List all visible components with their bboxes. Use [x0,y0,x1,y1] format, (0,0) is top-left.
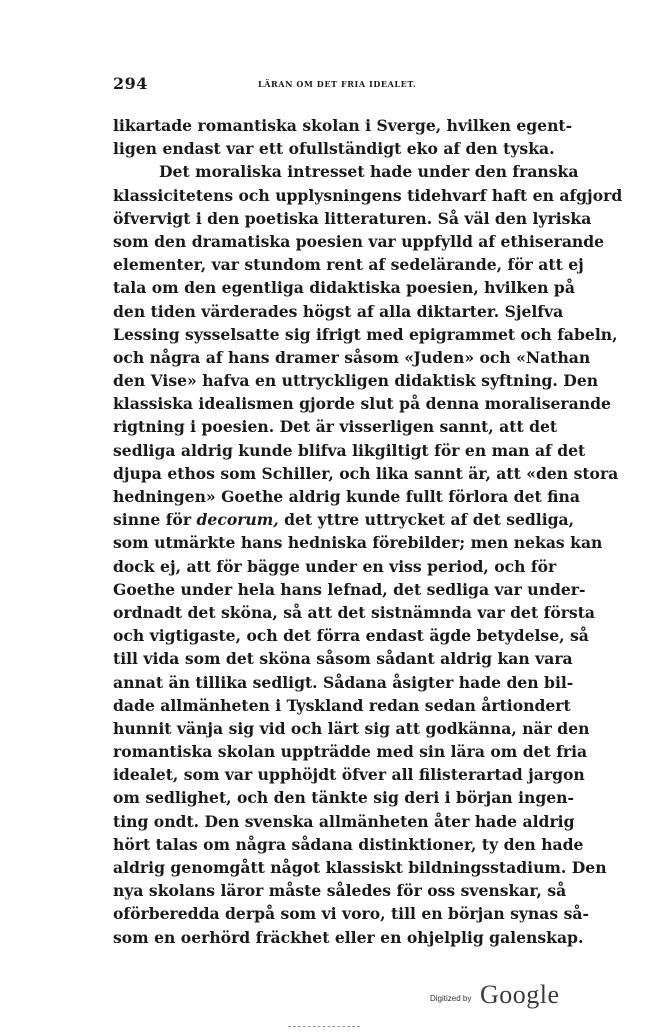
running-head: LÄRAN OM DET FRIA IDEALET. [258,79,417,89]
text-line: klassiska idealismen gjorde slut på denna moraliserande [113,394,611,414]
text-line: idealet, som var upphöjdt öfver all filisterartad jargon [113,765,585,785]
body-text [113,114,623,949]
text-line: ordnadt det sköna, så att det sistnämnda var det första [113,602,596,622]
text-line: Goethe under hela hans lefnad, det sedliga var under- [113,579,586,599]
text-line: ligen endast var ett ofullständigt eko af den tyska. [113,139,555,159]
text-line: klassicitetens och upplysningens tidehvarf haft en afgjord [113,185,623,205]
text-line: och några af hans dramer såsom «Juden» och «Nathan [113,347,591,367]
text-line: tala om den egentliga didaktiska poesien, hvilken på [113,278,575,298]
text-line: elementer, var stundom rent af sedelärande, för att ej [113,255,584,275]
text-line: öfvervigt i den poetiska litteraturen. Så väl den lyriska [113,208,592,228]
text-fragment: det yttre uttrycket af det sedliga, [284,510,575,530]
text-line-mixed [113,508,575,531]
page-header [113,74,543,96]
text-line: djupa ethos som Schiller, och lika sannt är, att «den stora [113,463,619,483]
text-line: aldrig genomgått något klassiskt bildningsstadium. Den [113,858,607,877]
footer-divider [288,1026,360,1028]
text-line: Det moraliska intresset hade under den franska [159,162,579,182]
text-line: om sedlighet, och den tänkte sig deri i början ingen- [113,788,574,808]
text-line: ting ondt. Den svenska allmänheten åter hade aldrig [113,811,575,831]
text-line: hört talas om några sådana distinktioner, ty den hade [113,834,584,854]
text-line: dock ej, att för bägge under en viss period, och för [113,556,557,576]
text-line: Lessing sysselsatte sig ifrigt med epigrammet och fabeln, [113,324,618,344]
text-line: som en oerhörd fräckhet eller en ohjelplig galenskap. [113,927,584,947]
google-logo: Google [480,980,560,1009]
text-line: sedliga aldrig kunde blifva likgiltigt för en man af det [113,440,586,460]
text-line: romantiska skolan uppträdde med sin lära om det fria [113,742,588,762]
text-line: till vida som det sköna såsom sådant aldrig kan vara [113,649,573,669]
text-fragment: sinne för [113,510,192,530]
text-line: nya skolans läror måste således för oss svenskar, så [113,881,567,901]
text-line: rigtning i poesien. Det är visserligen sannt, att det [113,417,558,437]
text-line: annat än tillika sedligt. Sådana åsigter hade den bil- [113,672,574,692]
text-line: dade allmänheten i Tyskland redan sedan årtiondert [113,695,571,715]
page-number: 294 [113,74,148,93]
digitized-by-label: Digitized by [430,994,472,1003]
text-line: som den dramatiska poesien var uppfylld af ethiserande [113,231,605,251]
text-line: oförberedda derpå som vi voro, till en början synas så- [113,904,589,924]
text-line: som utmärkte hans hedniska förebilder; men nekas kan [113,533,603,553]
text-line: och vigtigaste, och det förra endast ägde betydelse, så [113,626,589,646]
text-line: den tiden värderades högst af alla diktarter. Sjelfva [113,301,564,321]
text-line: den Vise» hafva en uttryckligen didaktisk syftning. Den [113,371,599,391]
text-line: hedningen» Goethe aldrig kunde fullt förlora det fina [113,487,580,506]
italic-term: decorum, [196,510,279,530]
text-line: hunnit vänja sig vid och lärt sig att godkänna, när den [113,718,590,738]
text-line: likartade romantiska skolan i Sverge, hvilken egent- [113,116,573,135]
